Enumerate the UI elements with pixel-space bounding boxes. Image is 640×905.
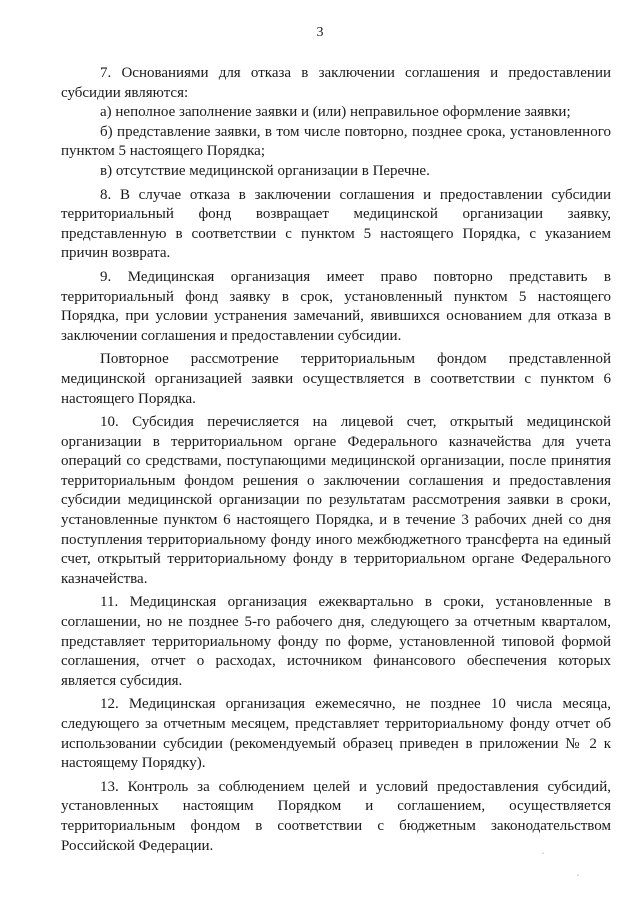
paragraph-12: 12. Медицинская организация ежемесячно, не позднее 10 числа месяца, следующего за отчетным месяцем, представляет территориальному фонду отчет об использовании субсидии (рекомендуемый образец приведен в приложении № 2 к настоящему Порядку).	[61, 696, 611, 772]
document-body	[61, 64, 611, 856]
paragraph-7: 7. Основаниями для отказа в заключении соглашения и предоставлении субсидии являются:	[61, 65, 611, 101]
paragraph-13: 13. Контроль за соблюдением целей и условий предоставления субсидий, установленных настоящим Порядком и соглашением, осуществляется территориальным фондом в соответствии с бюджетным законодательством Российской Федерации.	[61, 778, 611, 854]
paragraph-11: 11. Медицинская организация ежеквартально в сроки, установленные в соглашении, но не позднее 5-го рабочего дня, следующего за отчетным кварталом, представляет территориальному фонду по форме, установленной типовой формой соглашения, отчет о расходах, источником финансового обеспечения которых является субсидия.	[61, 594, 611, 689]
paragraph-10: 10. Субсидия перечисляется на лицевой счет, открытый медицинской организации в территориальном органе Федерального казначейства для учета операций со средствами, поступающими медицинской организации, после принятия территориальным фондом решения о заключении соглашения и предоставления субсидии медицинской организации по результатам рассмотрения заявки в сроки, установленные пунктом 6 настоящего Порядка, и в течение 3 рабочих дней со дня поступления территориальному фонду иного межбюджетного трансферта на единый счет, открытый территориальному фонду в территориальном органе Федерального казначейства.	[61, 414, 611, 587]
page-number: 3	[316, 25, 324, 40]
paragraph-7c: в) отсутствие медицинской организации в Перечне.	[100, 162, 430, 179]
paragraph-7b: б) представление заявки, в том числе повторно, позднее срока, установленного пунктом 5 настоящего Порядка;	[61, 123, 611, 160]
scan-speck: ·	[540, 849, 547, 860]
scan-speck: ·	[575, 871, 582, 882]
paragraph-7a: а) неполное заполнение заявки и (или) неправильное оформление заявки;	[100, 104, 571, 121]
paragraph-8: 8. В случае отказа в заключении соглашения и предоставлении субсидии территориальный фонд возвращает медицинской организации заявку, представленную в соответствии с пунктом 5 настоящего Порядка, с указанием причин возврата.	[61, 186, 611, 262]
paragraph-9-repeat-review: Повторное рассмотрение территориальным фондом представленной медицинской организацией заявки осуществляется в соответствии с пунктом 6 настоящего Порядка.	[61, 351, 611, 407]
paragraph-9: 9. Медицинская организация имеет право повторно представить в территориальный фонд заявку в срок, установленный пунктом 5 настоящего Порядка, при условии устранения замечаний, явившихся основанием для отказа в заключении соглашения и предоставлении субсидии.	[61, 268, 611, 344]
